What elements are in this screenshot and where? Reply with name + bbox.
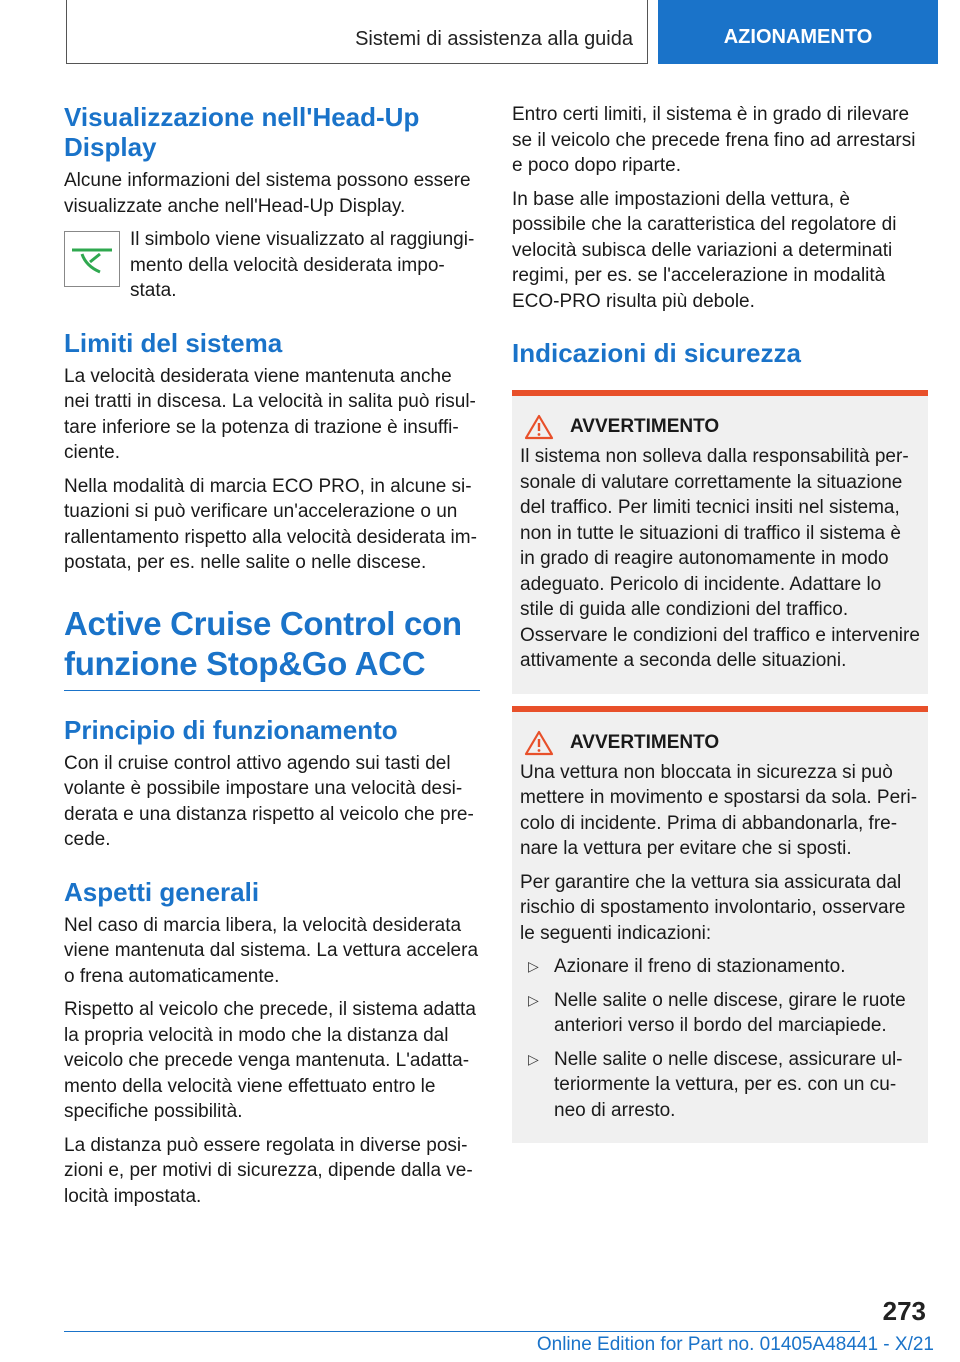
- triangle-bullet-icon: ▷: [528, 958, 539, 974]
- heading-acc-rule: [64, 684, 480, 691]
- warning-text-1: Il sistema non solleva dalla responsabilità personale di valutare correttamente la situazione del traffico. Per limiti tecnici insiti nel sistema, non in tutte le situazioni di traffico il sistema è in grado di reagire autonomamente in modo adeguato. Pericolo di incidente. Adattare lo stile di guida alle condizioni del traffico. Osservare le condizioni del traffico e intervenire attivamente a seconda delle situazioni.: [520, 446, 920, 671]
- footer-rule: [64, 1331, 860, 1332]
- para-limits-2: Nella modalità di marcia ECO PRO, in alcune situazioni si può verificare un'accelerazione o un rallentamento rispetto alla velocità desiderata impostata, per es. nelle salite o nelle discese.: [64, 475, 477, 573]
- heading-acc: Active Cruise Control con funzione Stop&Go ACC: [64, 604, 462, 682]
- right-column: [512, 102, 928, 1155]
- warning-title-text-1: AVVERTIMENTO: [570, 416, 720, 437]
- warning-triangle-icon: [524, 730, 554, 756]
- heading-principle: Principio di funzionamento: [64, 714, 398, 745]
- speed-reached-icon: [64, 231, 120, 287]
- para-hud: Alcune informazioni del sistema possono essere visualizzate anche nell'Head-Up Display.: [64, 170, 471, 217]
- header-box: [66, 0, 648, 64]
- para-icon: Il simbolo viene visualizzato al raggiungimento della velocità desiderata impostata.: [130, 229, 475, 301]
- para-limits-1: La velocità desiderata viene mantenuta anche nei tratti in discesa. La velocità in salita può risultare inferiore se la potenza di trazione è insufficiente.: [64, 365, 476, 463]
- para-right-1: Entro certi limiti, il sistema è in grado di rilevare se il veicolo che precede frena fino ad arrestarsi e poco dopo riparte.: [512, 104, 916, 176]
- triangle-bullet-icon: ▷: [528, 991, 539, 1008]
- heading-safety: Indicazioni di sicurezza: [512, 338, 801, 368]
- warning-title-2: [520, 730, 920, 756]
- para-general-3: La distanza può essere regolata in diverse posizioni e, per motivi di sicurezza, dipende dalla velocità impostata.: [64, 1134, 473, 1207]
- warning-title-1: [520, 414, 920, 440]
- para-general-2: Rispetto al veicolo che precede, il sistema adatta la propria velocità in modo che la distanza dal veicolo che precede venga mantenuta. L'adattamento della velocità viene effettuato entro le specifiche possibilità.: [64, 999, 476, 1122]
- para-right-2: In base alle impostazioni della vettura, è possibile che la caratteristica del regolatore di velocità subisca delle variazioni a determinati regimi, per es. se l'accelerazione in modalità ECO-PRO risulta più debole.: [512, 188, 897, 312]
- para-principle: Con il cruise control attivo agendo sui tasti del volante è possibile impostare una velocità desiderata e una distanza rispetto al veicolo che precede.: [64, 752, 474, 850]
- warning-title-text-2: AVVERTIMENTO: [570, 731, 720, 753]
- list-item: ▷ Azionare il freno di stazionamento.: [520, 954, 920, 980]
- page-number: 273: [882, 1296, 926, 1326]
- heading-hud: Visualizzazione nell'Head-Up Display: [64, 102, 420, 162]
- heading-general: Aspetti generali: [64, 876, 260, 907]
- left-column: [64, 102, 480, 1217]
- hud-icon-row: [64, 227, 480, 304]
- warning-bullet-list: [520, 954, 920, 1123]
- heading-limits: Limiti del sistema: [64, 327, 283, 358]
- header-section-title: Sistemi di assistenza alla guida: [355, 28, 633, 50]
- warning-box-2: [512, 706, 928, 1144]
- list-item: ▷ Nelle salite o nelle discese, girare le ruote anteriori verso il bordo del marciapiede.: [520, 988, 920, 1039]
- warning-text-2b: Per garantire che la vettura sia assicurata dal rischio di spostamento involontario, osservare le seguenti indicazioni:: [520, 871, 906, 944]
- footer-edition: Online Edition for Part no. 01405A48441 - X/21: [536, 1334, 934, 1355]
- para-general-1: Nel caso di marcia libera, la velocità desiderata viene mantenuta dal sistema. La vettura accelera o frena automaticamente.: [64, 914, 479, 987]
- warning-box-1: [512, 390, 928, 694]
- triangle-bullet-icon: ▷: [528, 1050, 539, 1067]
- list-item: ▷ Nelle salite o nelle discese, assicurare ulteriormente la vettura, per es. con un cuneo di arresto.: [520, 1047, 920, 1124]
- header-chapter-tab[interactable]: AZIONAMENTO: [658, 0, 938, 64]
- warning-text-2a: Una vettura non bloccata in sicurezza si può mettere in movimento e spostarsi da sola. Pericolo di incidente. Prima di abbandonarla, frenare la vettura per evitare che si sposti.: [520, 761, 918, 859]
- warning-triangle-icon: [524, 414, 554, 440]
